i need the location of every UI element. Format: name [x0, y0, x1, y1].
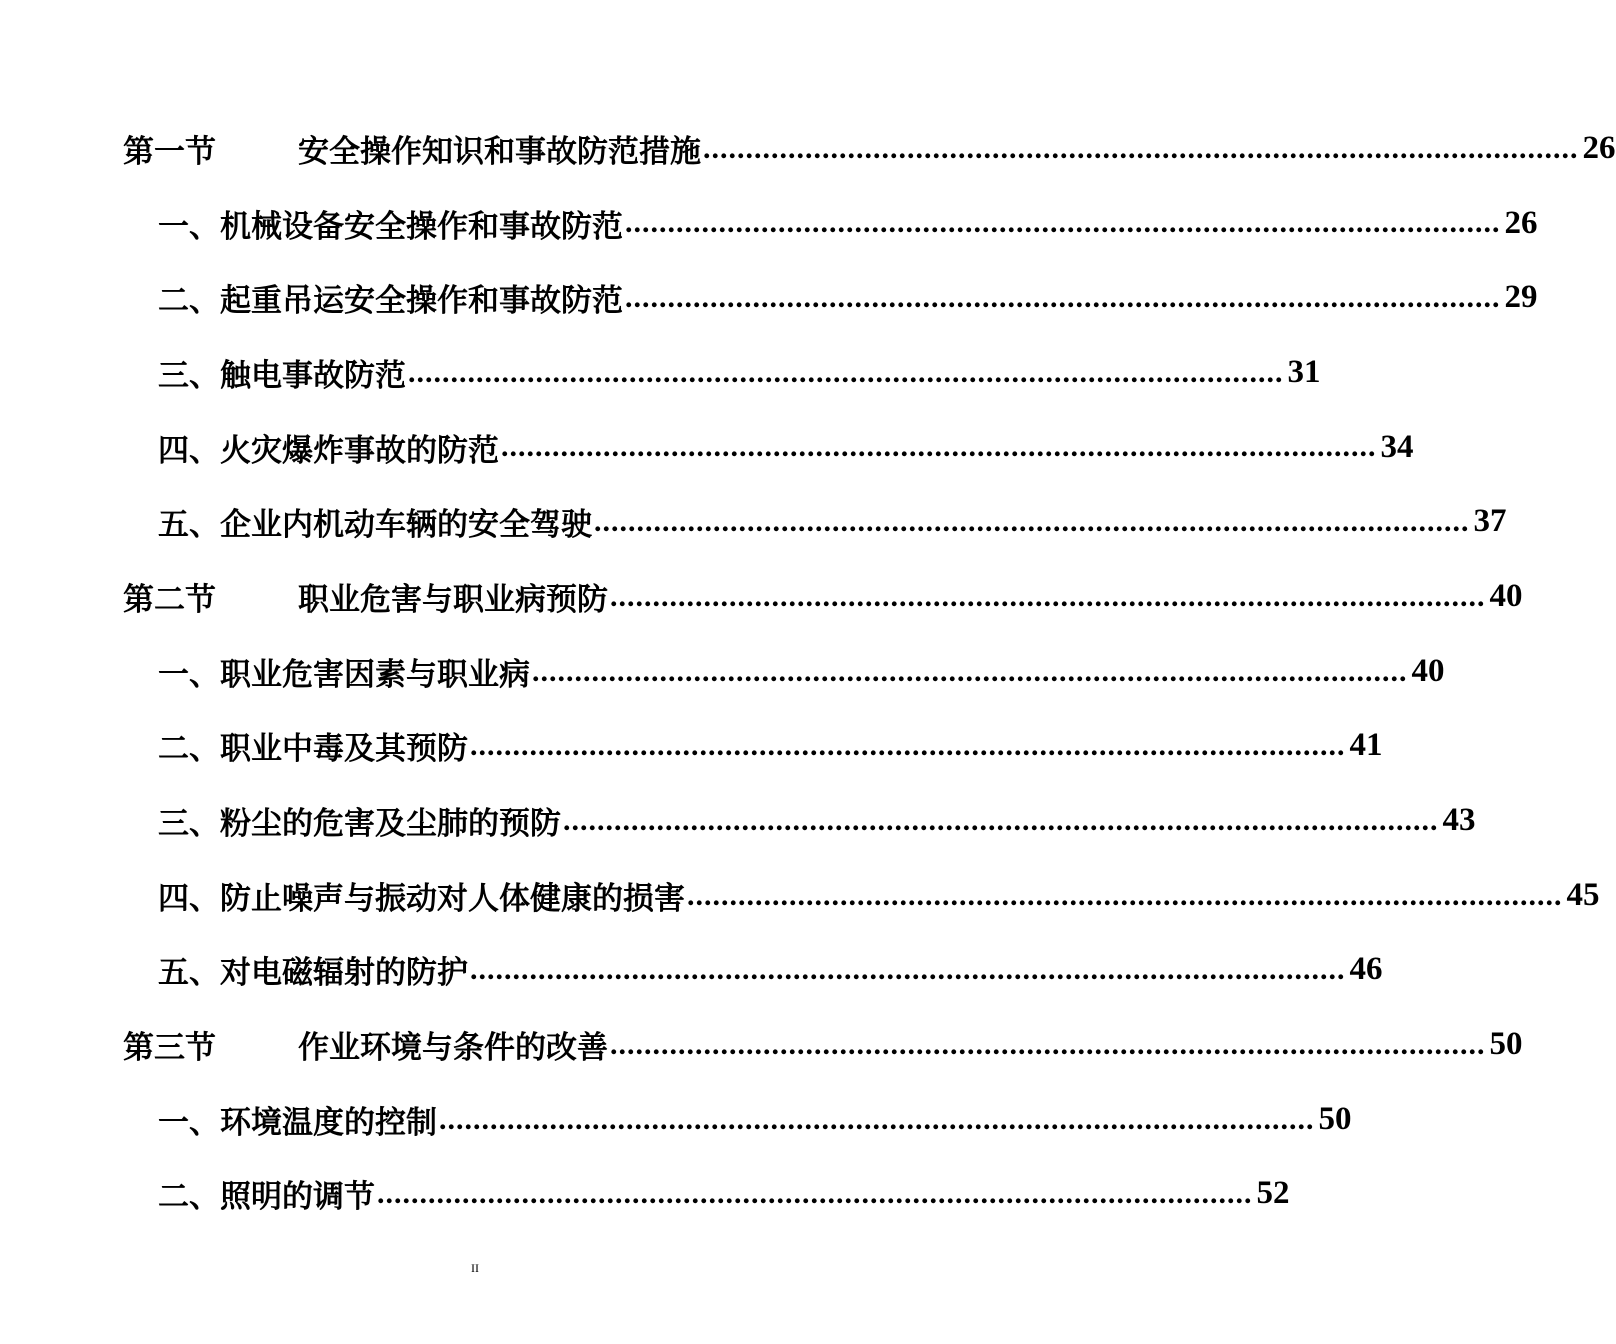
toc-entry[interactable] [0, 559, 1523, 634]
toc-page-number: 40 [1411, 652, 1445, 689]
toc-entry-title: 二、照明的调节 [158, 1179, 375, 1216]
toc-entry[interactable] [0, 634, 1445, 709]
toc-entry-title: 二、职业中毒及其预防 [158, 731, 468, 768]
toc-section-number: 第三节 [123, 1030, 216, 1067]
toc-dot-leader: ....................................................................................................... [501, 430, 1377, 464]
toc-entry[interactable] [0, 410, 1414, 485]
toc-entry-title: 五、企业内机动车辆的安全驾驶 [158, 507, 592, 544]
toc-entry-title: 四、防止噪声与振动对人体健康的损害 [158, 880, 685, 917]
toc-entry-title: 一、职业危害因素与职业病 [158, 656, 530, 693]
toc-page-number: 41 [1349, 727, 1383, 764]
toc-dot-leader: ....................................................................................................... [408, 355, 1284, 389]
toc-entry[interactable] [0, 783, 1476, 858]
toc-page-number: 46 [1349, 951, 1383, 988]
toc-entry-title: 三、触电事故防范 [158, 357, 406, 394]
toc-dot-leader: ....................................................................................................... [470, 729, 1346, 763]
toc-entry[interactable] [0, 111, 1616, 186]
toc-entry[interactable] [0, 709, 1383, 784]
toc-page-number: 45 [1566, 876, 1600, 913]
toc-entry[interactable] [0, 1082, 1352, 1157]
toc-entry[interactable] [0, 260, 1538, 335]
toc-entry-title: 三、粉尘的危害及尘肺的预防 [158, 806, 561, 843]
toc-dot-leader: ....................................................................................................... [439, 1102, 1315, 1136]
toc-dot-leader: ....................................................................................................... [610, 579, 1486, 613]
toc-page-number: 29 [1504, 279, 1538, 316]
toc-page-number: 26 [1582, 129, 1616, 166]
toc-entry-title: 一、环境温度的控制 [158, 1104, 437, 1141]
toc-dot-leader: ....................................................................................................... [625, 281, 1501, 315]
toc-entry-title: 安全操作知识和事故防范措施 [298, 133, 701, 170]
toc-dot-leader: ....................................................................................................... [625, 206, 1501, 240]
table-of-contents [0, 111, 1616, 1231]
toc-dot-leader: ....................................................................................................... [377, 1177, 1253, 1211]
page-footer-number: II [471, 1261, 479, 1275]
toc-page-number: 26 [1504, 204, 1538, 241]
toc-dot-leader: ....................................................................................................... [687, 878, 1563, 912]
toc-dot-leader: ....................................................................................................... [610, 1027, 1486, 1061]
toc-section-number: 第二节 [123, 581, 216, 618]
toc-entry[interactable] [0, 186, 1538, 261]
toc-dot-leader: ....................................................................................................... [532, 654, 1408, 688]
toc-entry[interactable] [0, 484, 1507, 559]
toc-entry-title: 五、对电磁辐射的防护 [158, 955, 468, 992]
toc-entry[interactable] [0, 1007, 1523, 1082]
toc-entry[interactable] [0, 335, 1321, 410]
toc-page-number: 50 [1318, 1100, 1352, 1137]
toc-entry-title: 四、火灾爆炸事故的防范 [158, 432, 499, 469]
toc-entry-title: 一、机械设备安全操作和事故防范 [158, 208, 623, 245]
toc-entry[interactable] [0, 858, 1600, 933]
toc-page-number: 34 [1380, 428, 1414, 465]
toc-dot-leader: ....................................................................................................... [703, 131, 1579, 165]
toc-page-number: 40 [1489, 577, 1523, 614]
toc-page-number: 31 [1287, 353, 1321, 390]
toc-entry[interactable] [0, 933, 1383, 1008]
toc-entry-title: 职业危害与职业病预防 [298, 581, 608, 618]
toc-page-number: 52 [1256, 1175, 1290, 1212]
toc-dot-leader: ....................................................................................................... [563, 803, 1439, 837]
toc-entry-title: 作业环境与条件的改善 [298, 1030, 608, 1067]
toc-dot-leader: ....................................................................................................... [594, 505, 1470, 539]
toc-page-number: 37 [1473, 503, 1507, 540]
toc-entry[interactable] [0, 1157, 1290, 1232]
toc-page-number: 50 [1489, 1026, 1523, 1063]
toc-entry-title: 二、起重吊运安全操作和事故防范 [158, 283, 623, 320]
toc-section-number: 第一节 [123, 133, 216, 170]
toc-page-number: 43 [1442, 802, 1476, 839]
toc-dot-leader: ....................................................................................................... [470, 953, 1346, 987]
